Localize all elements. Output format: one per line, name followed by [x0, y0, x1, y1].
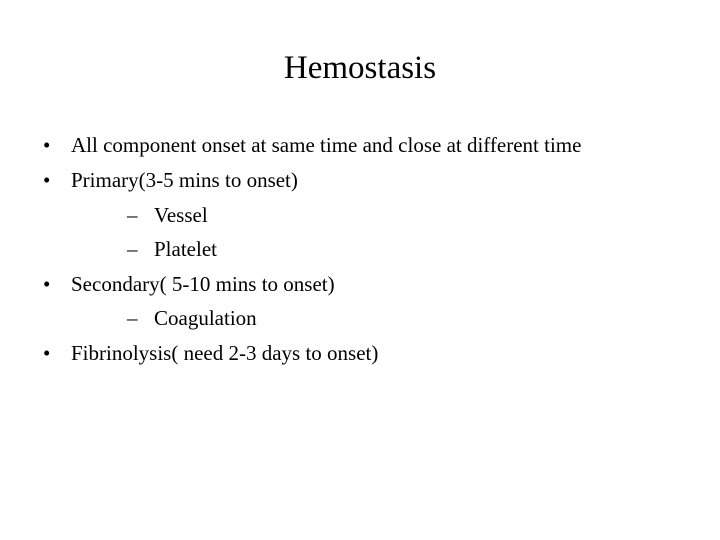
- bullet-marker: •: [43, 168, 51, 192]
- dash-marker: –: [127, 237, 138, 261]
- bullet-text: Fibrinolysis( need 2-3 days to onset): [71, 341, 379, 365]
- bullet-text: Primary(3-5 mins to onset): [71, 168, 298, 192]
- dash-marker: –: [127, 203, 138, 227]
- sub-bullet-text: Platelet: [154, 237, 217, 261]
- bullet-marker: •: [43, 272, 51, 296]
- dash-marker: –: [127, 306, 138, 330]
- bullet-marker: •: [43, 133, 51, 157]
- sub-bullet-text: Vessel: [154, 203, 208, 227]
- bullet-marker: •: [43, 341, 51, 365]
- slide-title: Hemostasis: [283, 50, 437, 86]
- sub-bullet-text: Coagulation: [154, 306, 257, 330]
- bullet-text: All component onset at same time and close at different time: [71, 133, 582, 157]
- bullet-text: Secondary( 5-10 mins to onset): [71, 272, 335, 296]
